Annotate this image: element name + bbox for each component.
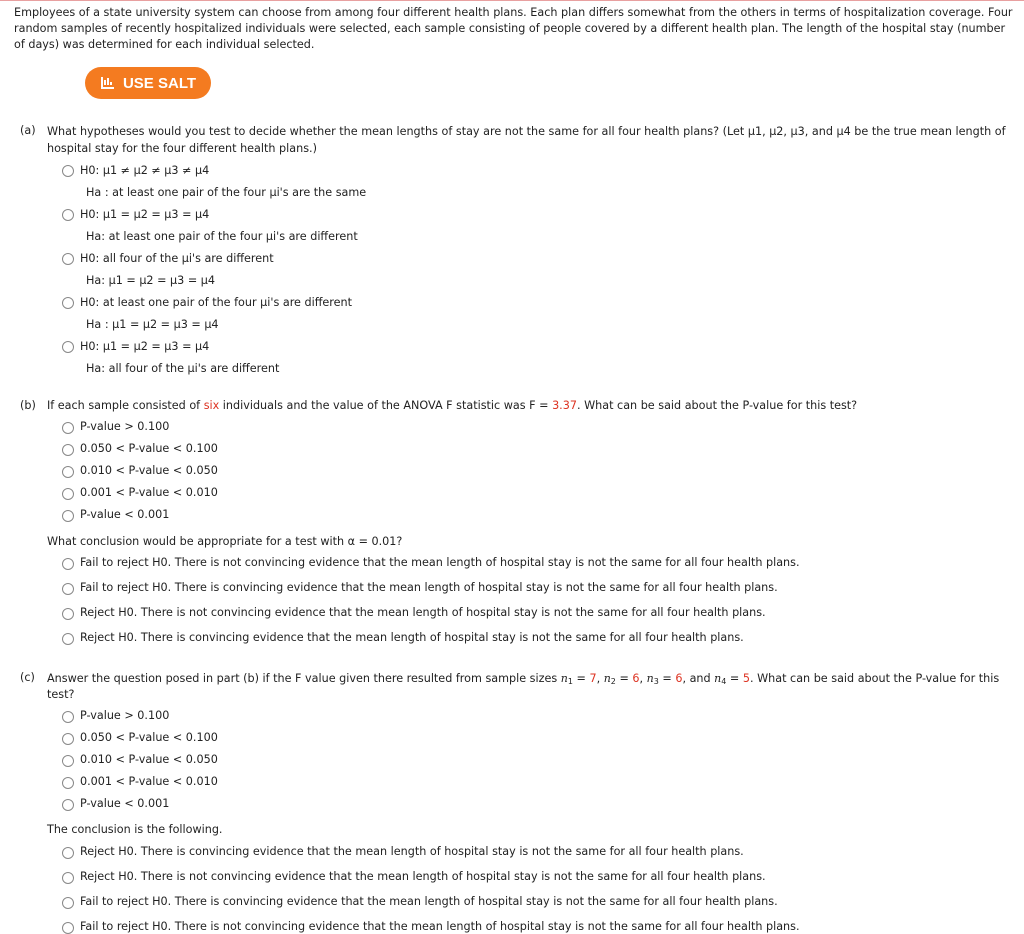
n1-value: 7	[589, 672, 597, 685]
sample-size-six: six	[203, 399, 220, 412]
part-b-pvalue-option-4[interactable]	[62, 486, 218, 500]
radio-button[interactable]	[62, 755, 74, 767]
hypothesis-text	[80, 251, 274, 295]
hypothesis-text	[80, 163, 366, 207]
radio-button[interactable]	[62, 253, 74, 265]
alternative-hypothesis: Ha: at least one pair of the four μi's are different	[86, 230, 358, 243]
hypothesis-text	[80, 295, 352, 339]
radio-button[interactable]	[62, 583, 74, 595]
radio-button[interactable]	[62, 444, 74, 456]
radio-button[interactable]	[62, 297, 74, 309]
part-b-pvalue-option-label: P-value < 0.001	[80, 508, 170, 521]
part-b-pvalue-option-label: 0.001 < P-value < 0.010	[80, 486, 218, 499]
radio-button[interactable]	[62, 847, 74, 859]
part-c-pvalue-option-3[interactable]	[62, 753, 218, 767]
radio-button[interactable]	[62, 922, 74, 934]
part-c-pvalue-option-5[interactable]	[62, 797, 169, 811]
part-c-q-pre: Answer the question posed in part (b) if the F value given there resulted from sample sizes	[47, 672, 561, 685]
radio-button[interactable]	[62, 711, 74, 723]
radio-button[interactable]	[62, 165, 74, 177]
n4-value: 5	[742, 672, 750, 685]
part-c-conclusion-option-label: Reject H0. There is not convincing evidence that the mean length of hospital stay is not the same for all four health plans.	[80, 870, 766, 883]
null-hypothesis: H0: μ1 = μ2 = μ3 = μ4	[80, 208, 210, 221]
part-b-label: (b)	[20, 399, 36, 412]
radio-button[interactable]	[62, 872, 74, 884]
hypothesis-text	[80, 207, 358, 251]
radio-button[interactable]	[62, 897, 74, 909]
part-b-conclusion-question: What conclusion would be appropriate for a test with α = 0.01?	[47, 535, 403, 548]
part-c-pvalue-option-4[interactable]	[62, 775, 218, 789]
null-hypothesis: H0: at least one pair of the four μi's are different	[80, 296, 353, 309]
problem-intro: Employees of a state university system can choose from among four different health plans. Each plan differs somewhat from the others in terms of hospitalization coverage. Four random samples of recently hospitalized individuals were selected, each sample consisting of people covered by a different health plan. The length of the hospital stay (number of days) was determined for each individual selected.	[14, 6, 1013, 51]
part-c-pvalue-option-label: P-value < 0.001	[80, 797, 170, 810]
top-border	[0, 0, 1024, 1]
hypothesis-option-2[interactable]	[62, 207, 358, 251]
radio-button[interactable]	[62, 799, 74, 811]
part-b-conclusion-option-1[interactable]	[62, 556, 800, 570]
radio-button[interactable]	[62, 510, 74, 522]
part-c-conclusion-option-label: Fail to reject H0. There is convincing evidence that the mean length of hospital stay is not the same for all four health plans.	[80, 895, 778, 908]
part-c-pvalue-option-label: 0.010 < P-value < 0.050	[80, 753, 218, 766]
part-b-pvalue-option-label: 0.050 < P-value < 0.100	[80, 442, 218, 455]
hypothesis-option-1[interactable]	[62, 163, 366, 207]
alternative-hypothesis: Ha: μ1 = μ2 = μ3 = μ4	[86, 274, 215, 287]
part-b-pvalue-option-label: P-value > 0.100	[80, 420, 170, 433]
part-c-conclusion-question: The conclusion is the following.	[47, 823, 223, 836]
part-c-label: (c)	[20, 671, 35, 684]
hypothesis-option-3[interactable]	[62, 251, 274, 295]
part-b-conclusion-option-label: Fail to reject H0. There is convincing evidence that the mean length of hospital stay is not the same for all four health plans.	[80, 581, 778, 594]
part-b-q-mid: individuals and the value of the ANOVA F statistic was F =	[219, 399, 553, 412]
part-b-pvalue-option-label: 0.010 < P-value < 0.050	[80, 464, 218, 477]
use-salt-label: USE SALT	[122, 74, 197, 92]
part-c-conclusion-option-label: Reject H0. There is convincing evidence that the mean length of hospital stay is not the same for all four health plans.	[80, 845, 744, 858]
radio-button[interactable]	[62, 422, 74, 434]
null-hypothesis: H0: all four of the μi's are different	[80, 252, 274, 265]
part-c-conclusion-option-label: Fail to reject H0. There is not convincing evidence that the mean length of hospital stay is not the same for all four health plans.	[80, 920, 800, 933]
hypothesis-option-5[interactable]	[62, 339, 279, 383]
part-b-conclusion-option-label: Reject H0. There is not convincing evidence that the mean length of hospital stay is not the same for all four health plans.	[80, 606, 766, 619]
n3-value: 6	[675, 672, 683, 685]
part-b-conclusion-option-label: Reject H0. There is convincing evidence that the mean length of hospital stay is not the same for all four health plans.	[80, 631, 744, 644]
alternative-hypothesis: Ha : at least one pair of the four μi's are the same	[86, 186, 367, 199]
part-b-pvalue-option-2[interactable]	[62, 442, 218, 456]
alternative-hypothesis: Ha : μ1 = μ2 = μ3 = μ4	[86, 318, 219, 331]
radio-button[interactable]	[62, 341, 74, 353]
part-b-pvalue-option-5[interactable]	[62, 508, 169, 522]
part-b-pvalue-option-3[interactable]	[62, 464, 218, 478]
part-c-conclusion-option-2[interactable]	[62, 870, 766, 884]
part-b-conclusion-option-4[interactable]	[62, 631, 744, 645]
part-c-conclusion-option-1[interactable]	[62, 845, 744, 859]
radio-button[interactable]	[62, 558, 74, 570]
hypothesis-option-4[interactable]	[62, 295, 352, 339]
part-a-question: What hypotheses would you test to decide whether the mean lengths of stay are not the same for all four health plans? (Let μ1, μ2, μ3, and μ4 be the true mean length of hospital stay for the four different health plans.)	[47, 125, 1006, 155]
part-b-question	[47, 399, 857, 412]
n2-value: 6	[632, 672, 640, 685]
radio-button[interactable]	[62, 733, 74, 745]
radio-button[interactable]	[62, 608, 74, 620]
part-b-conclusion-option-3[interactable]	[62, 606, 766, 620]
radio-button[interactable]	[62, 466, 74, 478]
use-salt-button[interactable]	[85, 67, 211, 99]
radio-button[interactable]	[62, 633, 74, 645]
part-c-pvalue-option-label: P-value > 0.100	[80, 709, 170, 722]
null-hypothesis: H0: μ1 ≠ μ2 ≠ μ3 ≠ μ4	[80, 164, 210, 177]
part-c-pvalue-option-1[interactable]	[62, 709, 169, 723]
part-b-q-post: . What can be said about the P-value for this test?	[576, 399, 858, 412]
part-c-conclusion-option-4[interactable]	[62, 920, 800, 934]
part-c-conclusion-option-3[interactable]	[62, 895, 778, 909]
f-statistic-value: 3.37	[552, 399, 577, 412]
part-a-label: (a)	[20, 124, 36, 137]
salt-chart-icon	[100, 76, 116, 90]
part-b-conclusion-option-label: Fail to reject H0. There is not convincing evidence that the mean length of hospital stay is not the same for all four health plans.	[80, 556, 800, 569]
alternative-hypothesis: Ha: all four of the μi's are different	[86, 362, 280, 375]
part-c-pvalue-option-2[interactable]	[62, 731, 218, 745]
part-c-question: Answer the question posed in part (b) if the F value given there resulted from sample sizes $n_1 = 7$, $n_2 = 6$, $n_3 = 6$, and $n_4 = 5$. What can be said about the P-value for this test?	[47, 672, 1000, 701]
radio-button[interactable]	[62, 777, 74, 789]
part-b-q-pre: If each sample consisted of	[47, 399, 204, 412]
radio-button[interactable]	[62, 488, 74, 500]
part-c-pvalue-option-label: 0.050 < P-value < 0.100	[80, 731, 218, 744]
part-c-pvalue-option-label: 0.001 < P-value < 0.010	[80, 775, 218, 788]
part-b-pvalue-option-1[interactable]	[62, 420, 169, 434]
part-c-q-post: . What can be said about the P-value for this test?	[47, 672, 1000, 701]
radio-button[interactable]	[62, 209, 74, 221]
null-hypothesis: H0: μ1 = μ2 = μ3 = μ4	[80, 340, 210, 353]
part-b-conclusion-option-2[interactable]	[62, 581, 778, 595]
hypothesis-text	[80, 339, 279, 383]
